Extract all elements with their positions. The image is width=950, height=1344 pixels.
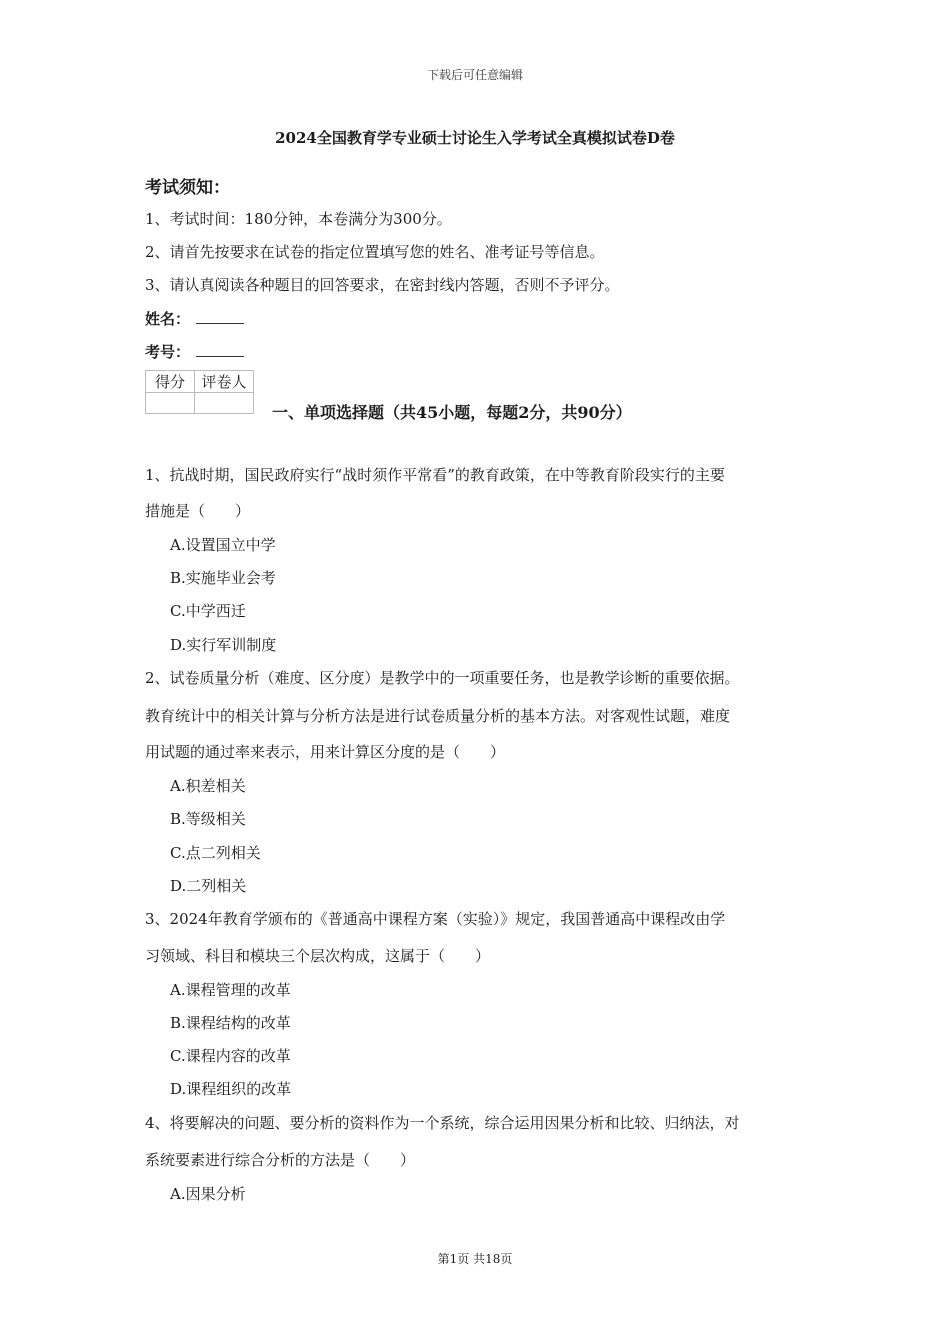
- id-field[interactable]: [145, 341, 244, 362]
- question-text: 习领域、科目和模块三个层次构成，这属于（ ）: [145, 947, 491, 965]
- section-heading: 一、单项选择题（共45小题，每题2分，共90分）: [272, 403, 632, 422]
- page-footer: 第1页 共18页: [437, 1252, 513, 1266]
- question-text: 教育统计中的相关计算与分析方法是进行试卷质量分析的基本方法。对客观性试题，难度: [145, 707, 731, 725]
- score-cell[interactable]: [146, 393, 195, 414]
- notice-item: 2、请首先按要求在试卷的指定位置填写您的姓名、准考证号等信息。: [145, 243, 605, 261]
- name-label: 姓名：: [145, 310, 191, 328]
- grader-cell[interactable]: [195, 393, 254, 414]
- answer-option[interactable]: A.设置国立中学: [170, 536, 276, 554]
- question-text: 用试题的通过率来表示，用来计算区分度的是（ ）: [145, 743, 506, 761]
- document-title: 2024全国教育学专业硕士讨论生入学考试全真模拟试卷D卷: [275, 129, 675, 147]
- name-blank[interactable]: [196, 309, 244, 324]
- answer-option[interactable]: D.课程组织的改革: [170, 1080, 292, 1098]
- name-field[interactable]: [145, 308, 244, 329]
- question-text: 1、抗战时期，国民政府实行“战时须作平常看”的教育政策，在中等教育阶段实行的主要: [145, 466, 725, 484]
- answer-option[interactable]: B.课程结构的改革: [170, 1014, 291, 1032]
- answer-option[interactable]: C.点二列相关: [170, 844, 261, 862]
- answer-option[interactable]: D.二列相关: [170, 877, 247, 895]
- answer-option[interactable]: A.积差相关: [170, 777, 246, 795]
- notice-heading: 考试须知：: [145, 178, 230, 198]
- score-header: 得分: [146, 371, 195, 393]
- answer-option[interactable]: C.中学西迁: [170, 602, 246, 620]
- answer-option[interactable]: A.课程管理的改革: [170, 981, 291, 999]
- notice-item: 3、请认真阅读各种题目的回答要求，在密封线内答题，否则不予评分。: [145, 276, 620, 294]
- question-text: 4、将要解决的问题、要分析的资料作为一个系统，综合运用因果分析和比较、归纳法，对: [145, 1114, 740, 1132]
- grader-header: 评卷人: [195, 371, 254, 393]
- answer-option[interactable]: C.课程内容的改革: [170, 1047, 291, 1065]
- question-text: 措施是（ ）: [145, 502, 251, 520]
- answer-option[interactable]: D.实行军训制度: [170, 636, 277, 654]
- question-text: 2、试卷质量分析（难度、区分度）是教学中的一项重要任务，也是教学诊断的重要依据。: [145, 669, 740, 687]
- answer-option[interactable]: B.实施毕业会考: [170, 569, 276, 587]
- answer-option[interactable]: B.等级相关: [170, 810, 246, 828]
- id-label: 考号：: [145, 343, 191, 361]
- id-blank[interactable]: [196, 342, 244, 357]
- question-text: 3、2024年教育学颁布的《普通高中课程方案（实验）》规定，我国普通高中课程改由学: [145, 910, 726, 928]
- header-note: 下载后可任意编辑: [426, 68, 523, 82]
- score-table: [145, 370, 254, 414]
- notice-item: 1、考试时间：180分钟，本卷满分为300分。: [145, 210, 452, 228]
- question-text: 系统要素进行综合分析的方法是（ ）: [145, 1151, 416, 1169]
- answer-option[interactable]: A.因果分析: [170, 1185, 246, 1203]
